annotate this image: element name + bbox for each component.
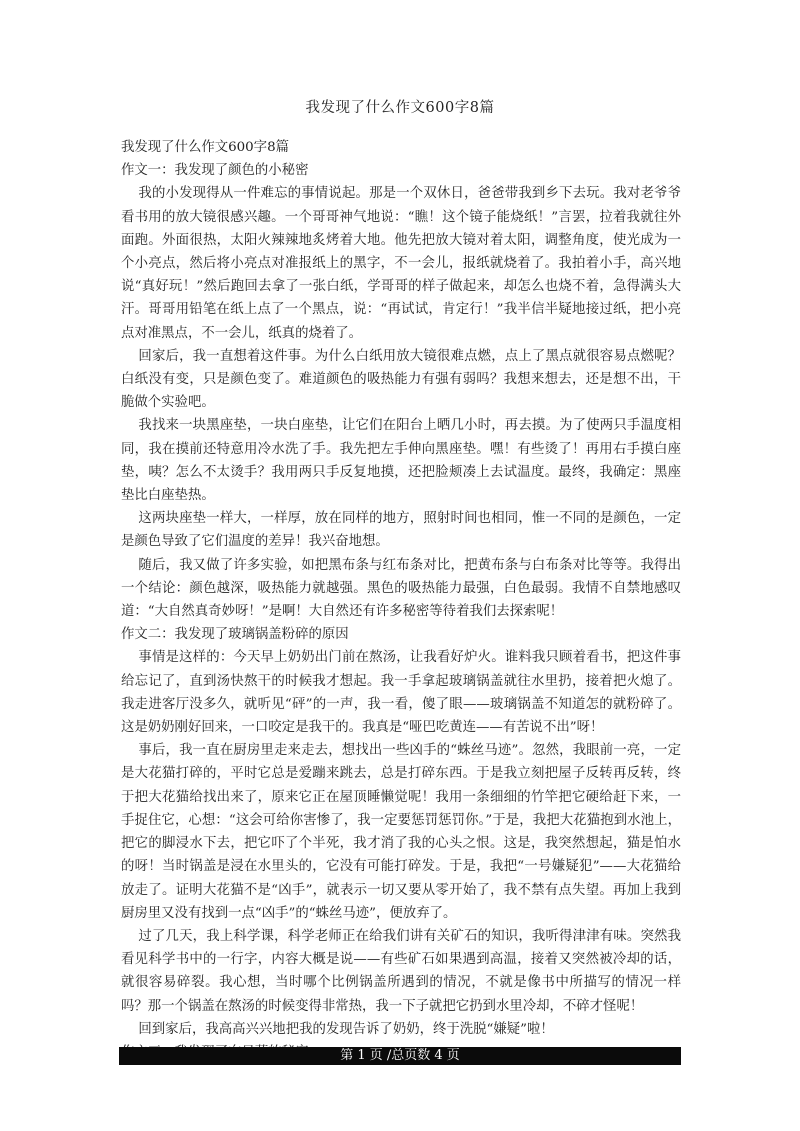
paragraph: 回家后，我一直想着这件事。为什么白纸用放大镜很难点燃，点上了黑点就很容易点燃呢？白纸没有变，只是颜色变了。难道颜色的吸热能力有强有弱吗？我想来想去，还是想不出，干脆做个实验吧。 [121, 348, 681, 411]
page-title: 我发现了什么作文600字8篇 [305, 100, 495, 116]
document-body [121, 136, 681, 1064]
paragraph: 我找来一块黑座垫，一块白座垫，让它们在阳台上晒几小时，再去摸。为了使两只手温度相同，我在摸前还特意用冷水洗了手。我先把左手伸向黑座垫。嘿！有些烫了！再用右手摸白座垫，咦？怎么不太烫手？我用两只手反复地摸，还把脸颊凑上去试温度。最终，我确定：黑座垫比白座垫热。 [121, 418, 681, 504]
paragraph: 事后，我一直在厨房里走来走去，想找出一些凶手的“蛛丝马迹”。忽然，我眼前一亮，一定是大花猫打碎的，平时它总是爱蹦来跳去，总是打碎东西。于是我立刻把屋子反转再反转，终于把大花猫给找出来了，原来它正在屋顶睡懒觉呢！我用一条细细的竹竿把它硬给赶下来，一手捉住它，心想：“这会可给你害惨了，我一定要惩罚惩罚你。”于是，我把大花猫抱到水池上，把它的脚浸水下去，把它吓了个半死，我才消了我的心头之恨。这是，我突然想起，猫是怕水的呀！当时锅盖是浸在水里头的，它没有可能打碎发。于是，我把“一号嫌疑犯”——大花猫给放走了。证明大花猫不是“凶手”，就表示一切又要从零开始了，我不禁有点失望。再加上我到厨房里又没有找到一点“凶手”的“蛛丝马迹”，便放弃了。 [121, 743, 681, 921]
paragraph: 随后，我又做了许多实验，如把黑布条与红布条对比，把黄布条与白布条对比等等。我得出一个结论：颜色越深，吸热能力就越强。黑色的吸热能力最强，白色最弱。我情不自禁地感叹道：“大自然真奇妙呀！”是啊！大自然还有许多秘密等待着我们去探索呢！ [121, 557, 681, 620]
paragraph: 这两块座垫一样大，一样厚，放在同样的地方，照射时间也相同，惟一不同的是颜色，一定是颜色导致了它们温度的差异！我兴奋地想。 [121, 511, 681, 550]
paragraph: 过了几天，我上科学课，科学老师正在给我们讲有关矿石的知识，我听得津津有味。突然我看见科学书中的一行字，内容大概是说——有些矿石如果遇到高温，接着又突然被冷却的话，就很容易碎裂。我心想，当时哪个比例锅盖所遇到的情况，不就是像书中所描写的情况一样吗？那一个锅盖在熬汤的时候变得非常热，我一下子就把它扔到水里冷却，不碎才怪呢！ [121, 928, 681, 1014]
essay-title: 作文二：我发现了玻璃锅盖粉碎的原因 [121, 627, 349, 643]
doc-heading: 我发现了什么作文600字8篇 [121, 140, 289, 155]
page-footer: 第 1 页 /总页数 4 页 [119, 1047, 681, 1065]
paragraph: 回到家后，我高高兴兴地把我的发现告诉了奶奶，终于洗脱“嫌疑”啦！ [138, 1021, 554, 1037]
essay-title: 作文一：我发现了颜色的小秘密 [121, 163, 309, 179]
paragraph: 事情是这样的：今天早上奶奶出门前在熬汤，让我看好炉火。谁料我只顾着看书，把这件事给忘记了，直到汤快熬干的时候我才想起。我一手拿起玻璃锅盖就往水里扔，接着把火熄了。我走进客厅没多久，就听见“砰”的一声，我一看，傻了眼——玻璃锅盖不知道怎的就粉碎了。这是奶奶刚好回来，一口咬定是我干的。我真是“哑巴吃黄连——有苦说不出”呀！ [121, 650, 681, 736]
paragraph: 我的小发现得从一件难忘的事情说起。那是一个双休日，爸爸带我到乡下去玩。我对老爷爷看书用的放大镜很感兴趣。一个哥哥神气地说：“瞧！这个镜子能烧纸！”言罢，拉着我就往外面跑。外面很热，太阳火辣辣地炙烤着大地。他先把放大镜对着太阳，调整角度，使光成为一个小亮点，然后将小亮点对准报纸上的黑字，不一会儿，报纸就烧着了。我拍着小手，高兴地说“真好玩！”然后跑回去拿了一张白纸，学哥哥的样子做起来，却怎么也烧不着，急得满头大汗。哥哥用铅笔在纸上点了一个黑点，说：“再试试，肯定行！”我半信半疑地接过纸，把小亮点对准黑点，不一会儿，纸真的烧着了。 [121, 186, 681, 341]
